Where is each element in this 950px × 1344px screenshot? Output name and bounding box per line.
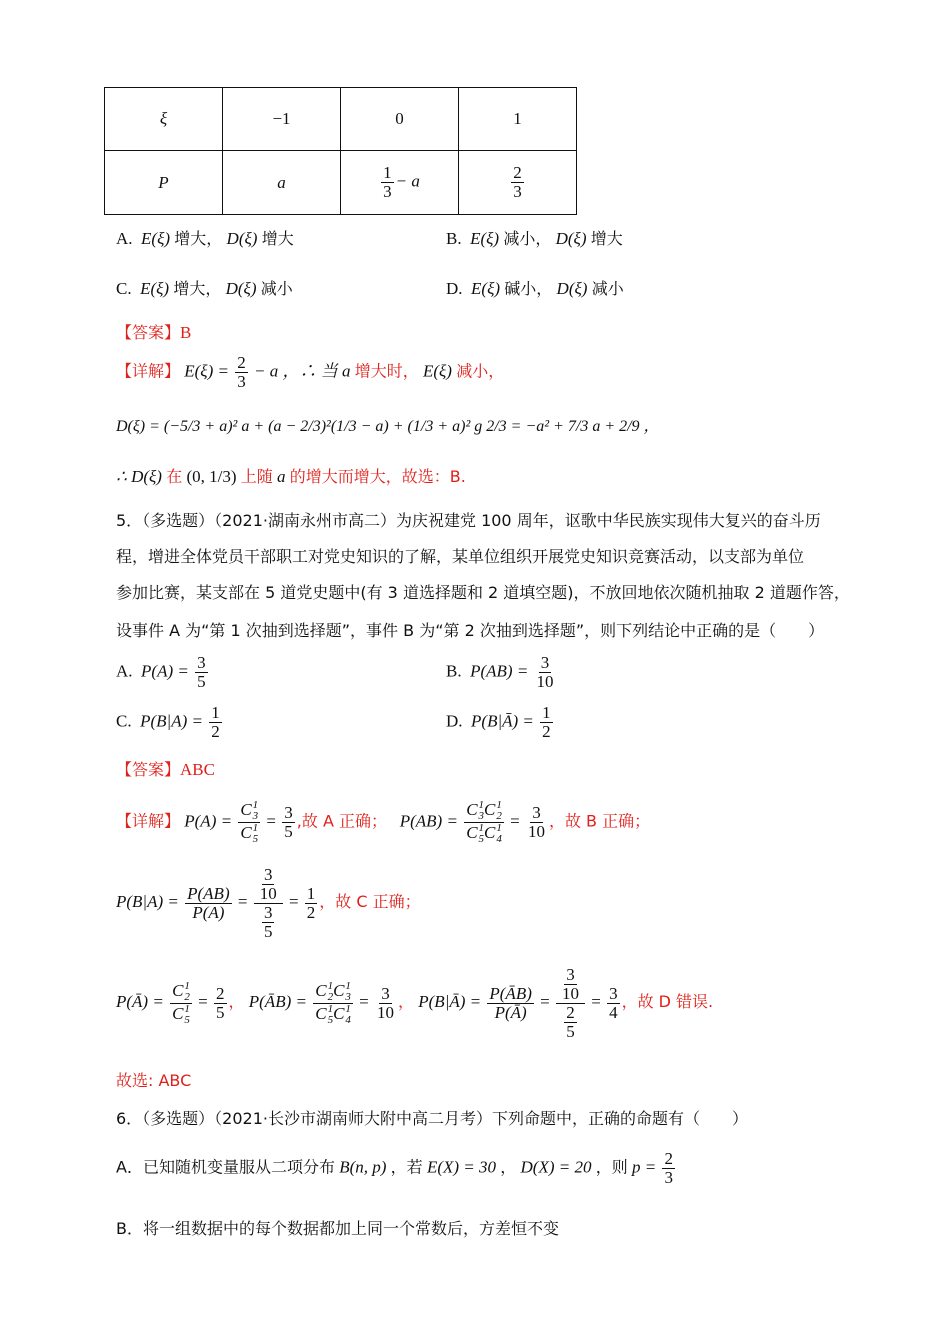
q5-line-3: 参加比赛，某支部在 5 道党史题中(有 3 道选择题和 2 道填空题)，不放回地依次随机抽取 2 道题作答，: [116, 583, 850, 602]
q5-line-4: 设事件 A 为“第 1 次抽到选择题”，事件 B 为“第 2 次抽到选择题”，则下列结论中正确的是（ ）: [116, 621, 825, 640]
detail-line-3: ∴ D(ξ) 在 (0, 1/3) 上随 a 的增大而增大，故选：B.: [116, 467, 466, 486]
table-row: [105, 88, 577, 151]
q6-line-1: 6．（多选题）（2021·长沙市湖南师大附中高二月考）下列命题中，正确的命题有（ ）: [116, 1109, 748, 1128]
table-cell: a: [223, 151, 341, 215]
table-cell: 0: [341, 88, 459, 151]
q6-option-a: A．已知随机变量服从二项分布 B(n, p) ，若 E(X) = 30 ， D(X) = 20 ，则 p = $\frac{2}{3}$: [116, 1149, 673, 1187]
table-cell: −1: [223, 88, 341, 151]
q5-detail-line-2: P(B|A) = $\frac{P(AB)}{P(A)}$ = $\frac{\frac{3}{10}}{\frac{3}{5}}$ = $\frac{1}{2}$ ，故 C 正确；: [116, 865, 421, 941]
detail-line-1: 【详解】 E(ξ) = $\frac{2}{3}$ − a ，∴ 当 a 增大时， E(ξ) 减小，: [116, 353, 505, 391]
table-cell: 1: [459, 88, 577, 151]
q5-line-1: 5．（多选题）（2021·湖南永州市高二）为庆祝建党 100 周年，讴歌中华民族实现伟大复兴的奋斗历: [116, 511, 821, 530]
table-cell: ξ: [105, 88, 223, 151]
option-d: D. E(ξ) 碱小， D(ξ) 减小: [446, 279, 624, 298]
distribution-table: [104, 87, 577, 215]
q5-detail-line-1: 【详解】 P(A) = C 1 3 C 1 5 = $\frac{3}{5}$ ,故 A 正确； P(AB) = C 1 3 C 1 2 C 1 5 C 1 4 = $\frac{3}{10}$ ，故 B 正确；: [116, 799, 651, 845]
table-cell: $\frac{1}{3}$ − a: [341, 151, 459, 215]
q6-option-b: B．将一组数据中的每个数据都加上同一个常数后，方差恒不变: [116, 1219, 559, 1238]
q5-answer-line: 【答案】ABC: [116, 760, 215, 779]
q5-line-2: 程，增进全体党员干部职工对党史知识的了解，某单位组织开展党史知识竞赛活动，以支部为单位: [116, 547, 805, 566]
detail-line-2: D(ξ) = (−5/3 + a)² a + (a − 2/3)²(1/3 − a) + (1/3 + a)² g 2/3 = −a² + 7/3 a + 2/9 ，: [116, 418, 660, 435]
option-c: C. E(ξ) 增大， D(ξ) 减小: [116, 279, 293, 298]
q5-option-d: D. P(B|Ā) = $\frac{1}{2}$: [446, 703, 551, 741]
q5-option-c: C. P(B|A) = $\frac{1}{2}$: [116, 703, 220, 741]
table-row: [105, 151, 577, 215]
answer-line: 【答案】B: [116, 323, 192, 342]
option-a: A. E(ξ) 增大， D(ξ) 增大: [116, 229, 294, 248]
q5-option-b: B. P(AB) = $\frac{3}{10}$: [446, 653, 554, 691]
q5-option-a: A. P(A) = $\frac{3}{5}$: [116, 653, 206, 691]
option-b: B. E(ξ) 减小， D(ξ) 增大: [446, 229, 623, 248]
table-cell: P: [105, 151, 223, 215]
q5-final: 故选: ABC: [116, 1071, 192, 1090]
table-cell: $\frac{2}{3}$: [459, 151, 577, 215]
q5-detail-line-3: P(Ā) = C 1 2 C 1 5 = $\frac{2}{5}$ ， P(ĀB) = C 1 2 C 1 3 C 1 5 C 1 4 = $\frac{3}{10}$ ， P(B|Ā) = $\frac{P(ĀB)}{P(Ā)}$ = $\frac{\frac{3}{10}}{\frac{2}{5}}$ = $\frac{3}{4}$ ，故 D 错误.: [116, 965, 714, 1041]
